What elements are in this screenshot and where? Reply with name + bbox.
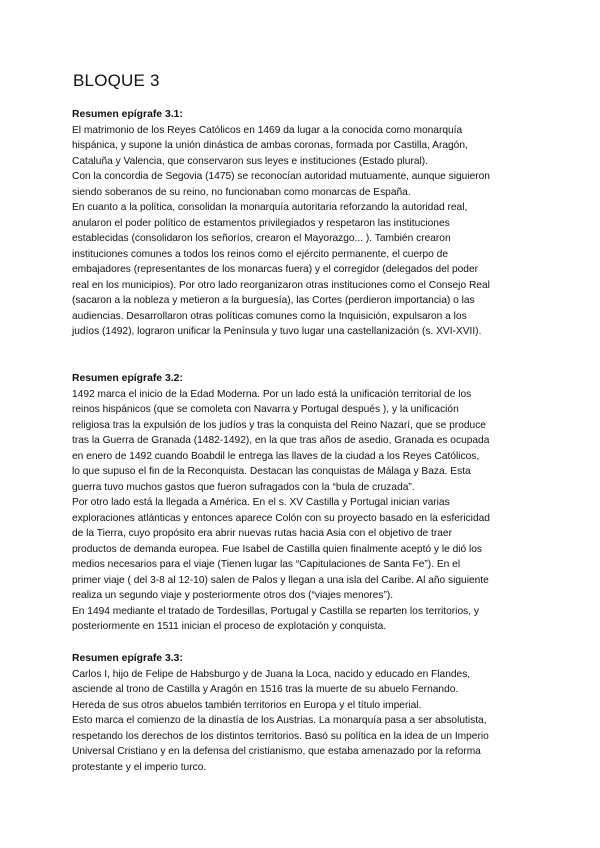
paragraph: Carlos I, hijo de Felipe de Habsburgo y de Juana la Loca, nacido y educado en Flandes, asciende al trono de Castilla y Aragón en 1516 tras la muerte de su abuelo Fernando. Hereda de sus otros abuelos también territorios en Europa y el título imperial.: [72, 668, 471, 711]
section-heading: Resumen epígrafe 3.3:: [72, 653, 183, 664]
paragraph: En 1494 mediante el tratado de Tordesillas, Portugal y Castilla se reparten los territorios, y posteriormente en 1511 inician el proceso de explotación y conquista.: [72, 605, 479, 632]
section-heading: Resumen epígrafe 3.1:: [72, 109, 183, 120]
section-heading: Resumen epígrafe 3.2:: [72, 373, 183, 384]
document-title: BLOQUE 3: [73, 71, 160, 90]
paragraph: Por otro lado está la llegada a América. En el s. XV Castilla y Portugal inician varias exploraciones atlánticas y entonces aparece Colón con su proyecto basado en la esfericidad de la Tierra, cuyo propósito era abrir nuevas rutas hacia Asia con el objetivo de traer productos de demanda europea. Fue Isabel de Castilla quien finalmente aceptó y le dió los medios necesarios para el viaje (Tienen lugar las “Capitulaciones de Santa Fe”). En el primer viaje ( del 3-8 al 12-10) salen de Palos y llegan a una isla del Caribe. Al año siguiente realiza un segundo viaje y posteriormente otros dos (“viajes menores”).: [72, 497, 490, 601]
paragraph: El matrimonio de los Reyes Católicos en 1469 da lugar a la conocida como monarquía hispánica, y supone la unión dinástica de ambas coronas, formada por Castilla, Aragón, Cataluña y Valencia, que conservaron sus leyes e instituciones (Estado plural).: [72, 124, 468, 167]
paragraph: Esto marca el comienzo de la dinastía de los Austrias. La monarquía pasa a ser absolutista, respetando los derechos de los distintos territorios. Basó su política en la idea de un Imperio Universal Cristiano y en la defensa del cristianismo, que estaba amenazado por la reforma protestante y el imperio turco.: [72, 715, 489, 773]
paragraph: En cuanto a la política, consolidan la monarquía autoritaria reforzando la autoridad real, anularon el poder político de estamentos privilegiados y respetaron las instituciones establecidas (consolidaron los señoríos, crearon el Mayorazgo... ). También crearon instituciones comunes a todos los reinos como el ejército permanente, el cuerpo de embajadores (representantes de los monarcas fuera) y el corregidor (delegados del poder real en los municipios). Por otro lado reorganizaron otras instituciones como el Consejo Real (sacaron a la nobleza y metieron a la burguesía), las Cortes (perdieron importancia) o las audiencias. Desarrollaron otras políticas comunes como la Inquisición, expulsaron a los judíos (1492), lograron unificar la Península y tuvo lugar una castellanización (s. XVI-XVII).: [72, 202, 490, 337]
section-3-1: [72, 107, 532, 340]
section-3-3: [72, 651, 532, 775]
paragraph: 1492 marca el inicio de la Edad Moderna. Por un lado está la unificación territorial de los reinos hispánicos (que se comoleta con Navarra y Portugal después ), y la unificación religiosa tras la expulsión de los judíos y tras la conquista del Reino Nazarí, que se produce tras la Guerra de Granada (1482-1492), en la que tras años de asedio, Granada es ocupada en enero de 1492 cuando Boabdil le entrega las llaves de la ciudad a los Reyes Católicos, lo que supuso el fin de la Reconquista. Destacan las conquistas de Málaga y Baza. Esta guerra tuvo muchos gastos que fueron sufragados con la “bula de cruzada”.: [72, 388, 490, 493]
section-3-2: [72, 371, 532, 635]
paragraph: Con la concordia de Segovia (1475) se reconocían autoridad mutuamente, aunque siguieron siendo soberanos de su reino, no funcionaban como monarcas de España.: [72, 171, 490, 198]
